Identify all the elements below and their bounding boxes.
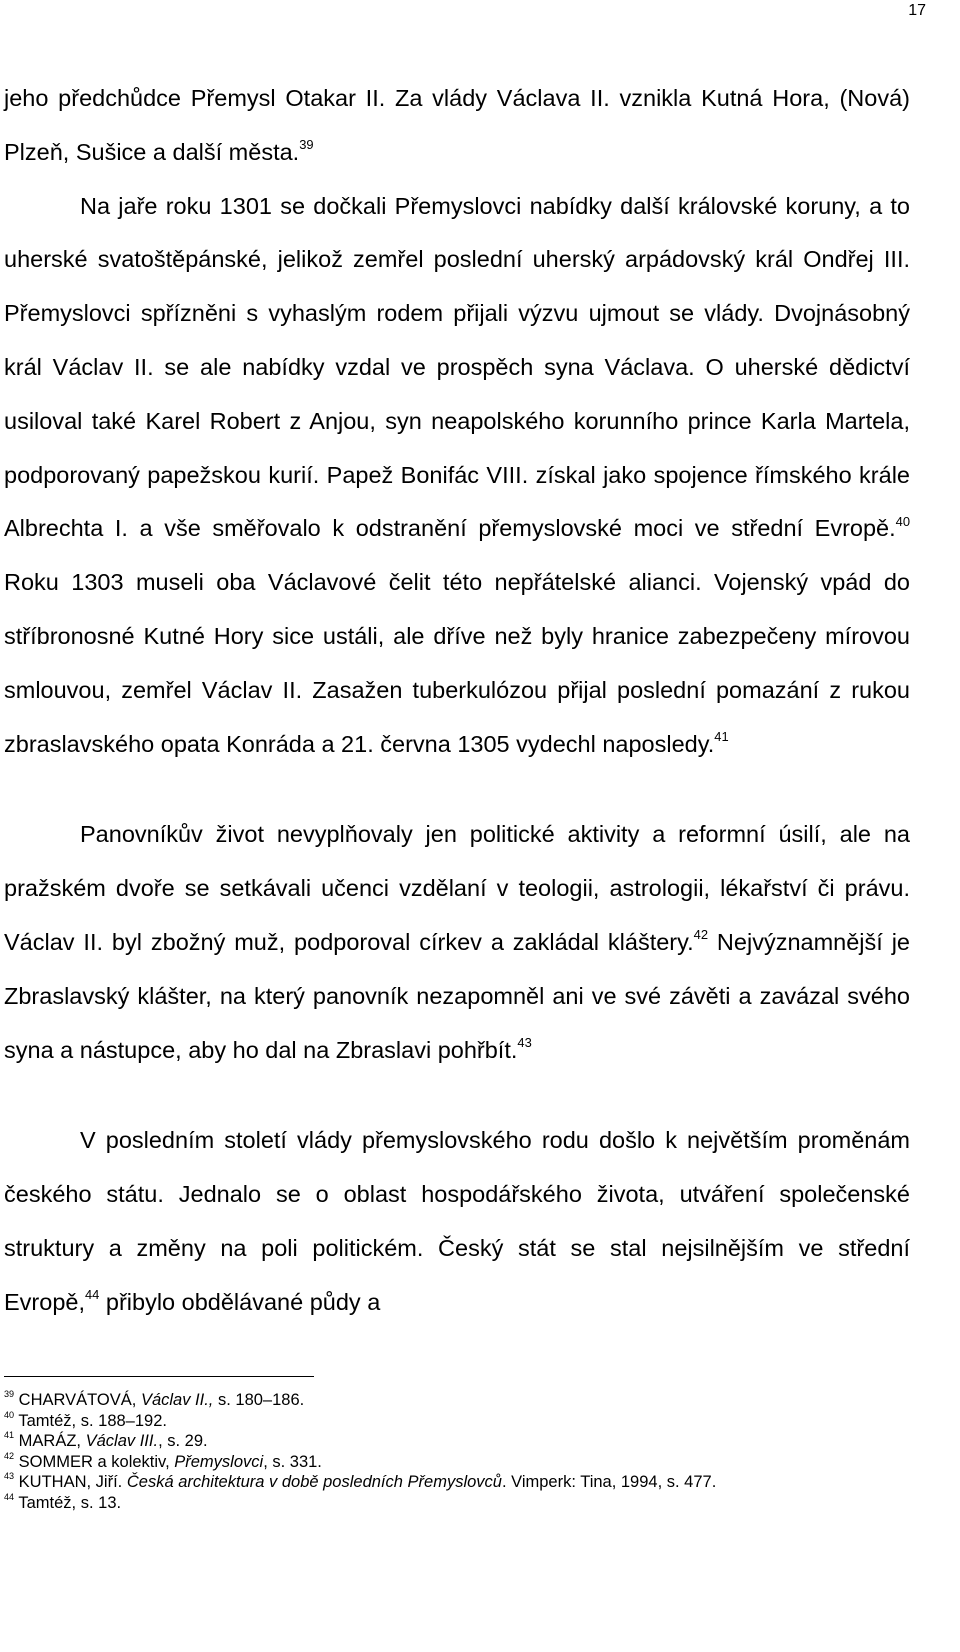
footnote-text: , s. 29. bbox=[158, 1432, 208, 1450]
footnote-text: Tamtéž, s. 188–192. bbox=[14, 1411, 167, 1430]
footnote bbox=[4, 1493, 910, 1513]
footnote-ref[interactable]: 40 bbox=[895, 513, 910, 529]
footnote-text: KUTHAN, Jiří. bbox=[14, 1473, 127, 1491]
footnote bbox=[4, 1411, 910, 1431]
footnote bbox=[4, 1452, 910, 1472]
body-text bbox=[4, 72, 910, 1330]
footnote-number: 40 bbox=[4, 1409, 15, 1420]
footnote-text: Tamtéž, s. 13. bbox=[14, 1493, 122, 1512]
footnote-separator bbox=[4, 1376, 314, 1377]
footnote-title: Václav III. bbox=[85, 1432, 159, 1450]
text-run: V posledním století vlády přemyslovského rodu došlo k největším proměnám českého státu. Jednalo se o oblast hospodářského života, utváření společenské struktury a změny na poli politickém. Český stát se stal nejsilnějším ve střední Evropě, bbox=[4, 1127, 910, 1315]
footnote-text: s. 180–186. bbox=[213, 1391, 305, 1409]
footnote-title: Česká architektura v době posledních Přemyslovců bbox=[126, 1473, 502, 1491]
footnote-number: 43 bbox=[4, 1471, 15, 1482]
text-run: Nejvýznamnější je Zbraslavský klášter, na který panovník nezapomněl ani ve své závěti a zavázal svého syna a nástupce, aby ho dal na Zbraslavi pohřbít. bbox=[4, 928, 910, 1063]
paragraph bbox=[4, 72, 910, 180]
footnote-ref[interactable]: 39 bbox=[299, 137, 314, 153]
paragraph bbox=[4, 1114, 910, 1329]
footnote bbox=[4, 1431, 910, 1451]
footnote-ref[interactable]: 41 bbox=[714, 728, 729, 744]
footnote-number: 41 bbox=[4, 1430, 15, 1441]
footnote-ref[interactable]: 44 bbox=[85, 1286, 100, 1302]
footnote-title: Václav II., bbox=[140, 1391, 214, 1409]
footnote-ref[interactable]: 43 bbox=[517, 1034, 532, 1050]
text-run: Panovníkův život nevyplňovaly jen politické aktivity a reformní úsilí, ale na pražském dvoře se setkávali učenci vzdělaní v teologii, astrologii, lékařství či právu. Václav II. byl zbožný muž, podporoval církev a zakládal kláštery. bbox=[4, 821, 910, 955]
footnote-text: SOMMER a kolektiv, bbox=[14, 1452, 175, 1471]
footnote-text: CHARVÁTOVÁ, bbox=[14, 1391, 141, 1409]
footnote-title: Přemyslovci bbox=[174, 1452, 264, 1471]
paragraph bbox=[4, 180, 910, 772]
footnote-ref[interactable]: 42 bbox=[693, 927, 709, 943]
text-run: Na jaře roku 1301 se dočkali Přemyslovci nabídky další královské koruny, a to uherské svatoštěpánské, jelikož zemřel poslední uherský arpádovský král Ondřej III. Přemyslovci spřízněni s vyhaslým rodem přijali výzvu ujmout se vlády. Dvojnásobný král Václav II. se ale nabídky vzdal ve prospěch syna Václava. O uherské dědictví usiloval také Karel Robert z Anjou, syn neapolského korunního prince Karla Martela, podporovaný papežskou kurií. Papež Bonifác VIII. získal jako spojence římského krále Albrechta I. a vše směřovalo k odstranění přemyslovské moci ve střední Evropě. bbox=[4, 192, 910, 542]
text-run: Roku 1303 museli oba Václavové čelit této nepřátelské alianci. Vojenský vpád do stříbronosné Kutné Hory sice ustáli, ale dříve než byly hranice zabezpečeny mírovou smlouvou, zemřel Václav II. Zasažen tuberkulózou přijal poslední pomazání z rukou zbraslavského opata Konráda a 21. června 1305 vydechl naposledy. bbox=[4, 569, 910, 757]
footnote bbox=[4, 1390, 910, 1410]
footnote-number: 42 bbox=[4, 1450, 15, 1461]
footnote-text: MARÁZ, bbox=[14, 1432, 86, 1450]
footnote bbox=[4, 1472, 910, 1492]
page-number: 17 bbox=[908, 2, 926, 19]
text-run: jeho předchůdce Přemysl Otakar II. Za vlády Václava II. vznikla Kutná Hora, (Nová) Plzeň, Sušice a další města. bbox=[4, 85, 910, 165]
footnote-text: , s. 331. bbox=[263, 1452, 322, 1471]
text-run: přibylo obdělávané půdy a bbox=[99, 1288, 381, 1315]
footnote-number: 44 bbox=[4, 1491, 15, 1502]
paragraph bbox=[4, 808, 910, 1077]
footnote-text: . Vimperk: Tina, 1994, s. 477. bbox=[501, 1473, 717, 1491]
footnote-number: 39 bbox=[4, 1389, 15, 1400]
footnotes bbox=[4, 1390, 910, 1513]
